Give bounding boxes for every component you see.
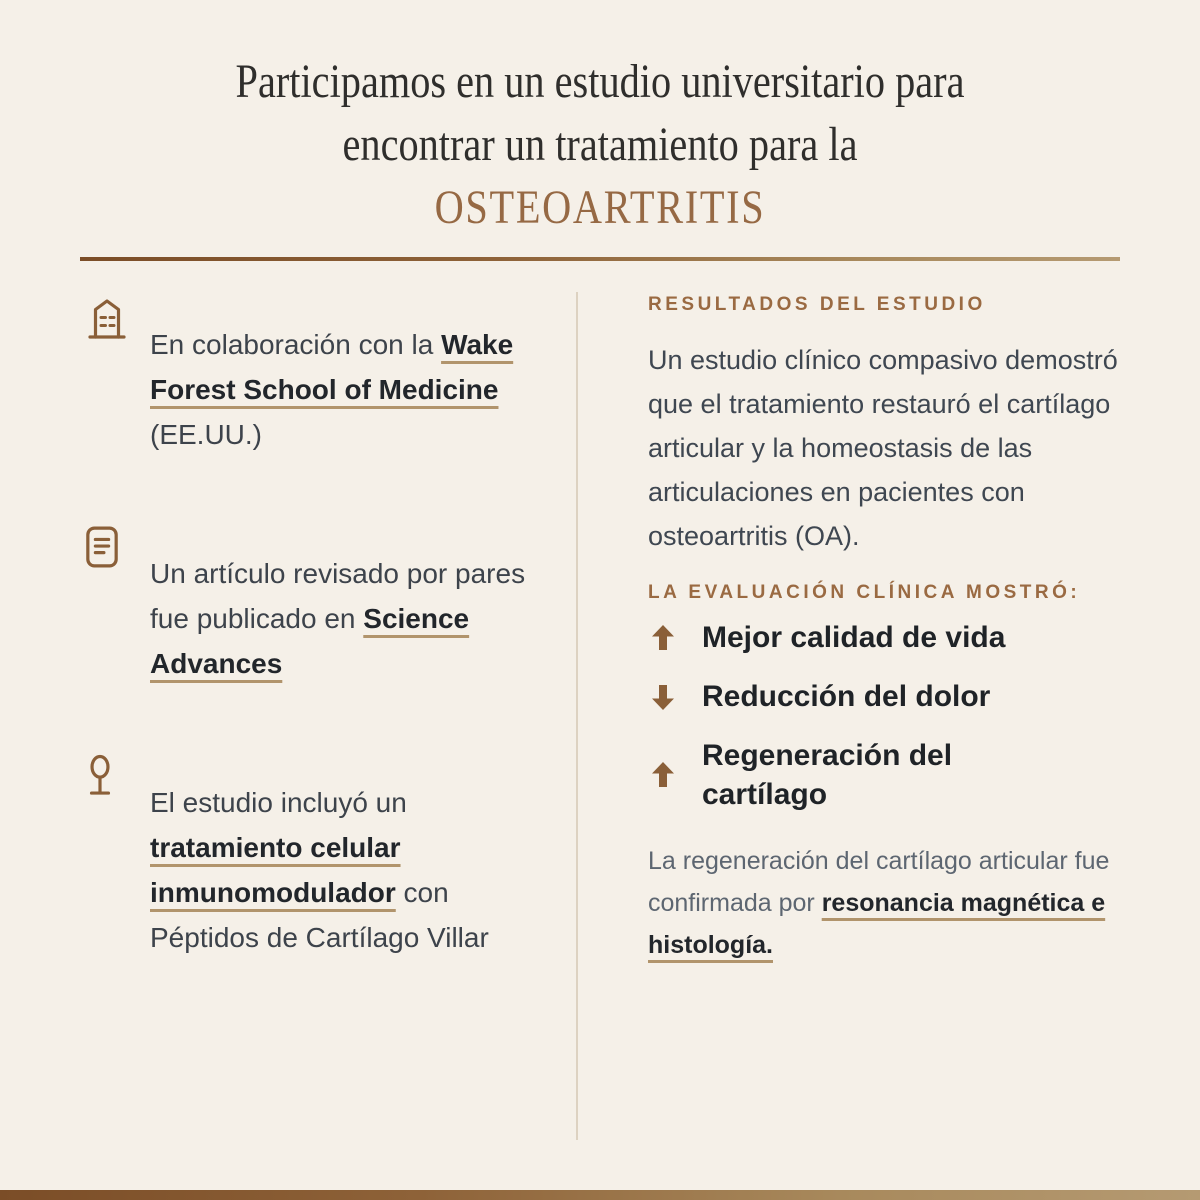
arrow-up-icon	[648, 623, 678, 653]
title-highlight-osteoartritis: OSTEOARTRITIS	[434, 181, 766, 234]
footnote-text: La regeneración del cartílago articular fue confirmada por	[648, 847, 1110, 917]
title-line-2: encontrar un tratamiento para la	[342, 118, 858, 171]
results-heading: RESULTADOS DEL ESTUDIO	[648, 294, 986, 315]
item-text	[150, 322, 555, 457]
item-text-after: (EE.UU.)	[150, 419, 262, 450]
article-document-icon	[85, 523, 129, 714]
item-text	[150, 780, 555, 960]
page-title	[96, 50, 1104, 239]
bottom-gradient-bar	[0, 1190, 1200, 1200]
horizontal-divider	[80, 257, 1120, 261]
finding-pain-reduction	[648, 677, 1126, 716]
arrow-up-icon	[648, 760, 678, 790]
findings-list	[648, 618, 1126, 814]
university-building-icon	[85, 294, 129, 485]
arrow-down-icon	[648, 682, 678, 712]
page-header	[0, 50, 1200, 239]
science-advances-link: Science Advances	[150, 603, 470, 679]
finding-label: Reducción del dolor	[702, 680, 991, 713]
finding-label: Regeneración del cartílago	[702, 739, 953, 811]
finding-quality-of-life	[648, 618, 1126, 657]
list-item-collaboration	[85, 294, 555, 485]
finding-label: Mejor calidad de vida	[702, 621, 1006, 654]
footnote	[648, 840, 1128, 966]
list-item-article	[85, 523, 555, 714]
evaluation-heading: LA EVALUACIÓN CLÍNICA MOSTRÓ:	[648, 582, 1081, 603]
item-text-before: Un artículo revisado por pares fue publicado en	[150, 558, 526, 634]
treatment-link: tratamiento celular inmunomodulador	[150, 832, 401, 908]
item-text-after: con Péptidos de Cartílago Villar	[150, 877, 489, 953]
cell-culture-icon	[85, 752, 129, 988]
title-line-1: Participamos en un estudio universitario para	[235, 55, 965, 108]
item-text-before: El estudio incluyó un	[150, 787, 407, 818]
vertical-divider	[576, 292, 578, 1140]
results-body: Un estudio clínico compasivo demostró que el tratamiento restauró el cartílago articular y la homeostasis de las articulaciones en pacientes con osteoartritis (OA).	[648, 345, 1118, 551]
finding-cartilage-regeneration	[648, 736, 1126, 814]
item-text-before: En colaboración con la	[150, 329, 442, 360]
item-text	[150, 551, 555, 686]
mri-histology-link: resonancia magnética e histología.	[648, 889, 1106, 959]
list-item-treatment	[85, 752, 555, 988]
left-column	[85, 294, 555, 1026]
wake-forest-link: Wake Forest School of Medicine	[150, 329, 514, 405]
right-column	[648, 294, 1126, 966]
